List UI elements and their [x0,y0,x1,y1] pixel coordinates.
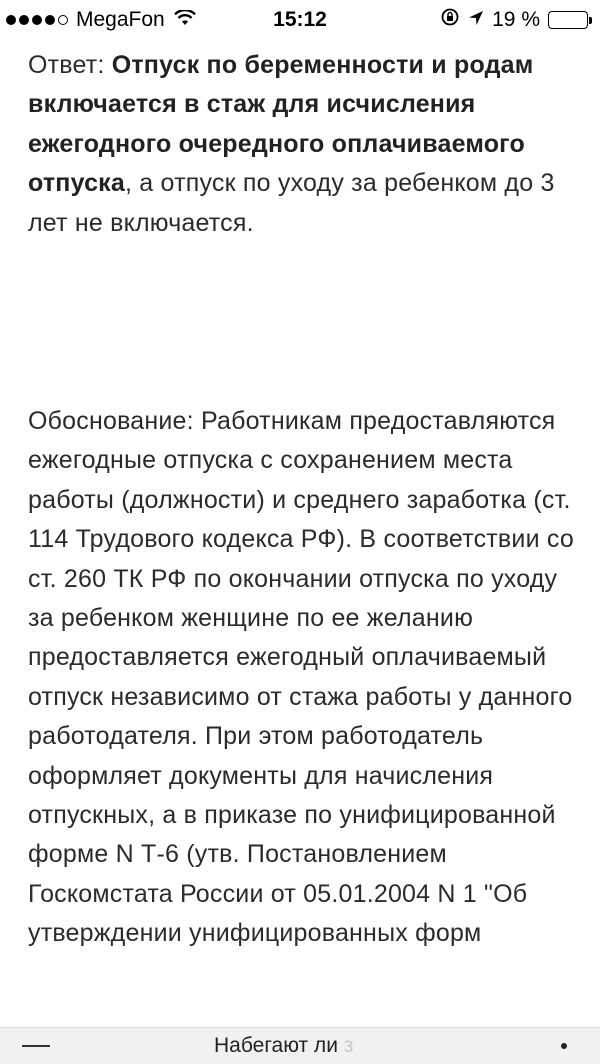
battery-icon [548,11,592,29]
article-title-ticker[interactable] [214,1034,353,1058]
title-faded-text: з [337,1034,354,1057]
answer-label: Ответ: [28,51,112,79]
answer-bold-text: Отпуск по беременности и родам включается в стаж для исчисления ежегодного очередного оплачиваемого отпуска [28,51,534,198]
orientation-lock-icon [440,7,460,33]
bottom-toolbar [0,1027,600,1064]
location-arrow-icon [468,8,484,32]
more-dot-icon[interactable] [561,1043,567,1049]
battery-percent: 19 % [492,8,540,31]
wifi-icon [174,8,196,32]
title-visible-text: Набегают ли [214,1034,338,1057]
menu-dash-icon[interactable] [22,1045,50,1047]
answer-paragraph [28,46,576,243]
carrier-name: MegaFon [76,8,165,31]
article-content [28,46,576,948]
status-left [0,8,196,32]
status-bar [0,0,600,40]
justification-paragraph: Обоснование: Работникам предоставляются ежегодные отпуска с сохранением места работы (должности) и среднего заработка (ст. 114 Трудового кодекса РФ). В соответствии со ст. 260 ТК РФ по окончании отпуска по уходу за ребенком женщине по ее желанию предоставляется ежегодный оплачиваемый отпуск независимо от стажа работы у данного работодателя. При этом работодатель оформляет документы для начисления отпускных, а в приказе по унифицированной форме N Т-6 (утв. Постановлением Госкомстата России от 05.01.2004 N 1 "Об утверждении унифицированных форм [28,407,574,948]
signal-strength-icon [6,15,68,25]
answer-rest-text: , а отпуск по уходу за ребенком до 3 лет не включается. [28,169,555,237]
status-right [440,7,600,33]
status-time: 15:12 [273,8,327,31]
